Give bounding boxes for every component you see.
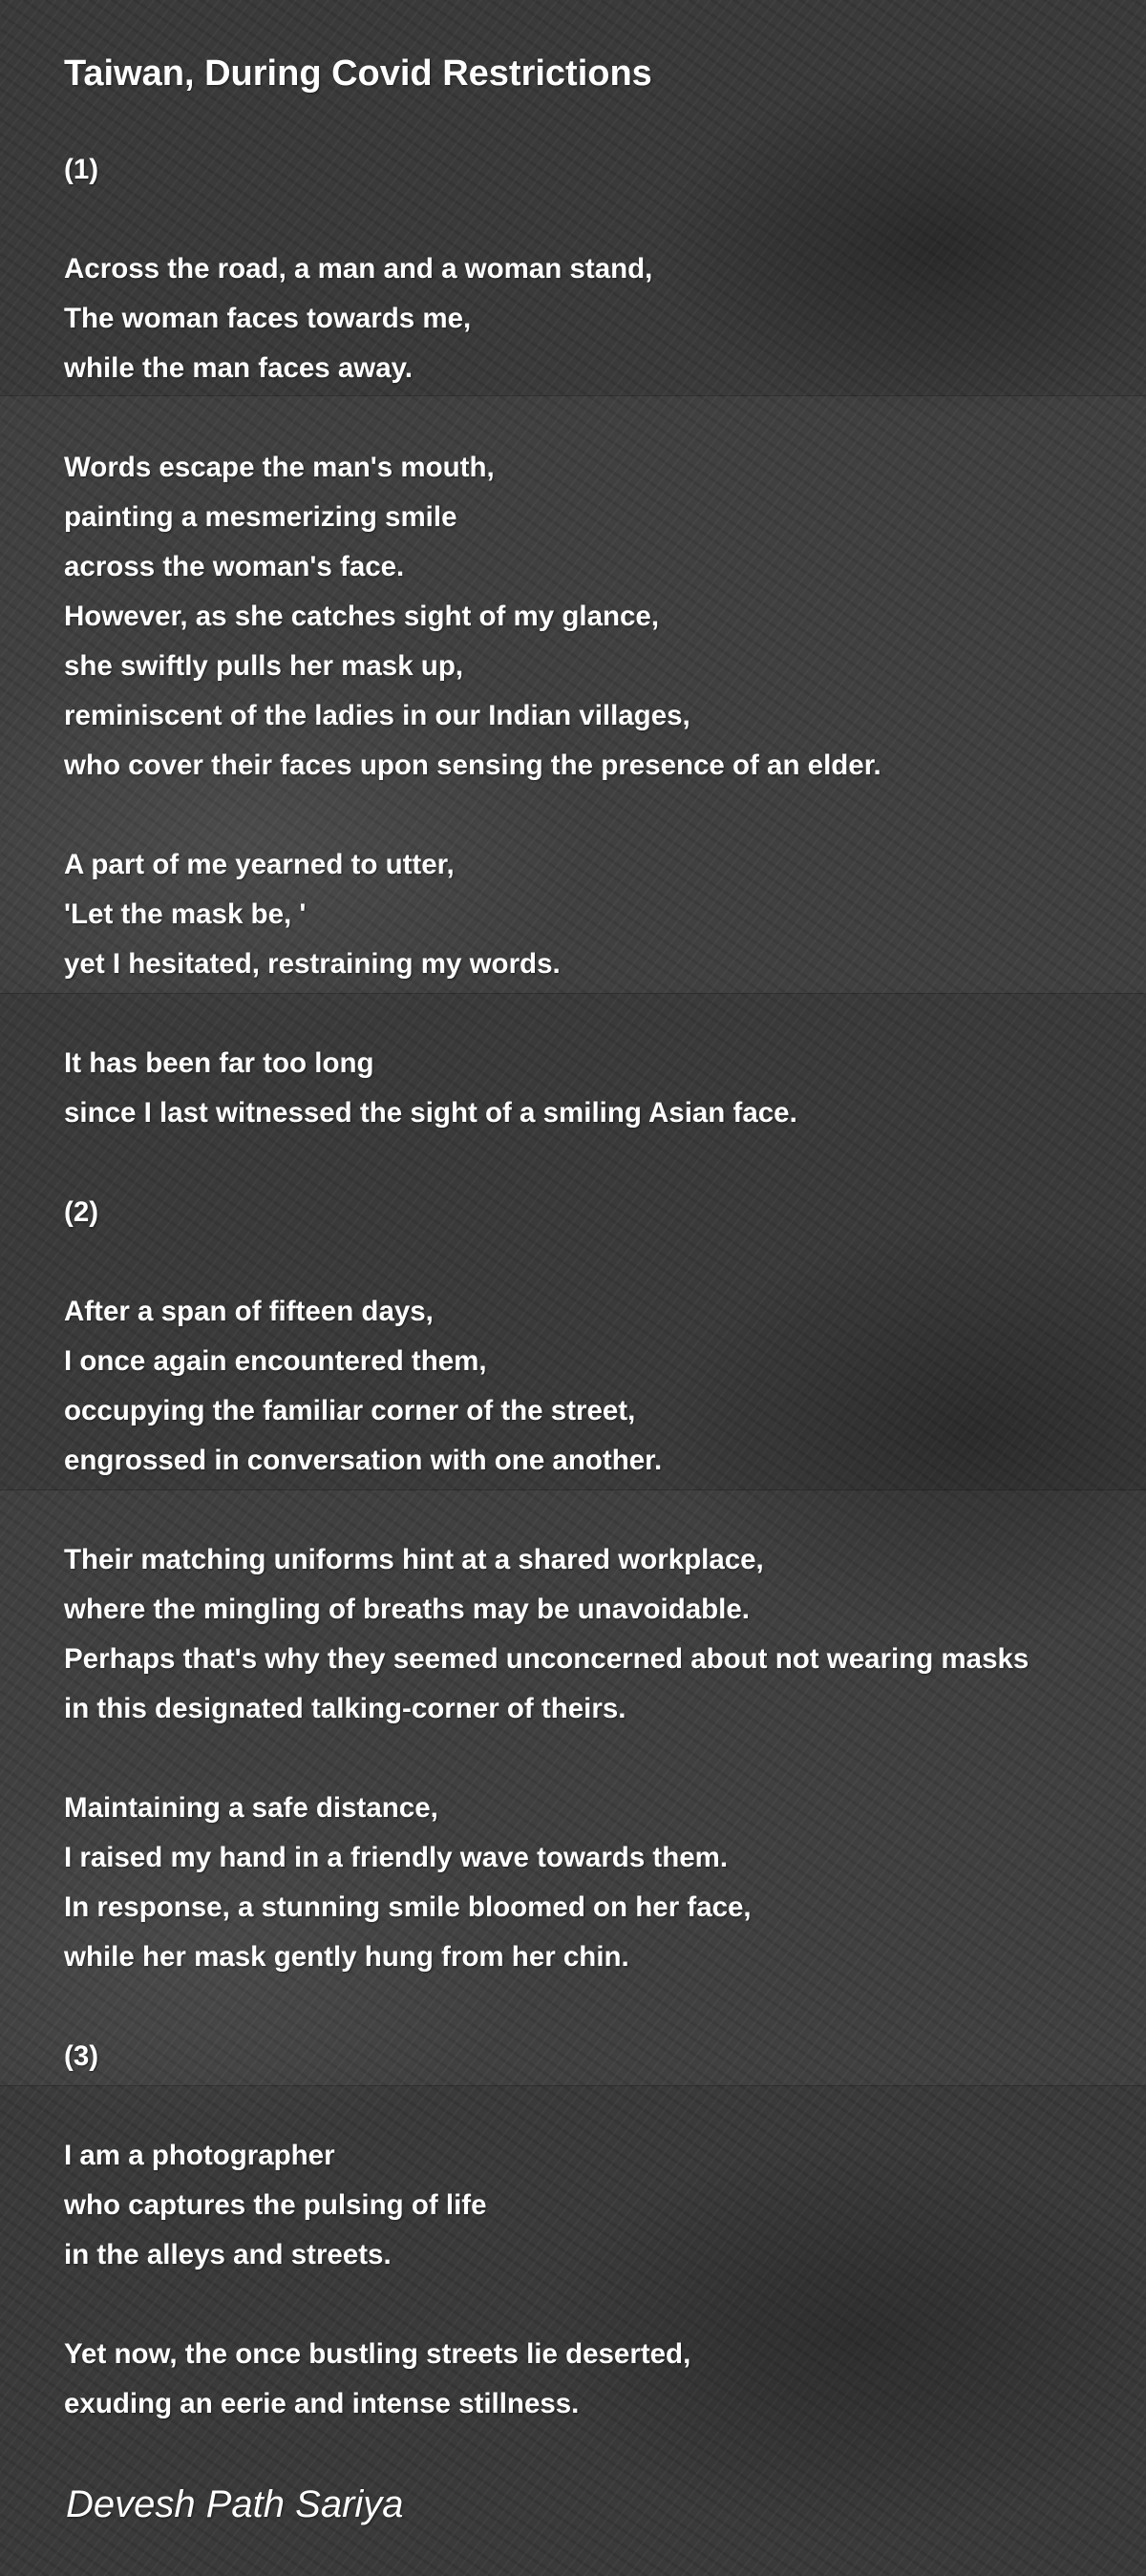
poem-line: The woman faces towards me, xyxy=(64,303,472,334)
poem-line: I once again encountered them, xyxy=(64,1345,487,1377)
poem-line: exuding an eerie and intense stillness. xyxy=(64,2388,580,2419)
stanza-break xyxy=(64,2280,1134,2330)
poem-line: yet I hesitated, restraining my words. xyxy=(64,948,561,980)
poem-line: while the man faces away. xyxy=(64,352,414,384)
poem-line: Yet now, the once bustling streets lie deserted, xyxy=(64,2338,691,2370)
poem-content xyxy=(64,48,1134,2429)
poem-line: occupying the familiar corner of the street, xyxy=(64,1395,636,1426)
poem-line: I am a photographer xyxy=(64,2140,335,2171)
stanza-break xyxy=(64,393,1134,443)
poem-line: Perhaps that's why they seemed unconcerned about not wearing masks xyxy=(64,1643,1029,1675)
poem-line: 'Let the mask be, ' xyxy=(64,898,307,930)
poem-line: while her mask gently hung from her chin. xyxy=(64,1941,629,1973)
poem-line: After a span of fifteen days, xyxy=(64,1296,434,1327)
poem-line: engrossed in conversation with one another. xyxy=(64,1445,663,1476)
poem-line: who captures the pulsing of life xyxy=(64,2189,487,2221)
poem-line: since I last witnessed the sight of a smiling Asian face. xyxy=(64,1097,797,1129)
poem-line: Across the road, a man and a woman stand, xyxy=(64,253,653,285)
poem-line: she swiftly pulls her mask up, xyxy=(64,650,464,682)
poem-line: painting a mesmerizing smile xyxy=(64,501,457,533)
stanza-break xyxy=(64,989,1134,1039)
stanza-break xyxy=(64,791,1134,840)
poem-line: In response, a stunning smile bloomed on her face, xyxy=(64,1891,752,1923)
poem-line: (2) xyxy=(64,1196,99,1228)
poem-line: Words escape the man's mouth, xyxy=(64,452,495,483)
poem-line: However, as she catches sight of my glance, xyxy=(64,601,660,632)
poem-line: Maintaining a safe distance, xyxy=(64,1792,438,1824)
poem-line: in this designated talking-corner of theirs. xyxy=(64,1693,626,1724)
stanza-break xyxy=(64,195,1134,244)
poem-line: (1) xyxy=(64,154,99,185)
stanza-break xyxy=(64,1486,1134,1535)
poem-line: reminiscent of the ladies in our Indian villages, xyxy=(64,700,690,731)
poem-line: I raised my hand in a friendly wave towards them. xyxy=(64,1842,729,1873)
stanza-break xyxy=(64,1734,1134,1784)
poem-line: where the mingling of breaths may be unavoidable. xyxy=(64,1594,750,1625)
stanza-break xyxy=(64,1237,1134,1287)
poem-title: Taiwan, During Covid Restrictions xyxy=(64,53,652,94)
poem-line: across the woman's face. xyxy=(64,551,405,582)
poem-line: It has been far too long xyxy=(64,1047,374,1079)
poem-line: in the alleys and streets. xyxy=(64,2239,392,2270)
stanza-break xyxy=(64,1982,1134,2032)
stanza-break xyxy=(64,1138,1134,1188)
poem-line: A part of me yearned to utter, xyxy=(64,849,455,880)
stanza-break xyxy=(64,2081,1134,2131)
poem-line: Their matching uniforms hint at a shared workplace, xyxy=(64,1544,764,1575)
title-spacer xyxy=(64,99,1134,145)
poem-body xyxy=(64,145,1134,2429)
poem-author: Devesh Path Sariya xyxy=(66,2483,404,2525)
poem-line: who cover their faces upon sensing the presence of an elder. xyxy=(64,750,881,781)
poem-line: (3) xyxy=(64,2040,99,2072)
